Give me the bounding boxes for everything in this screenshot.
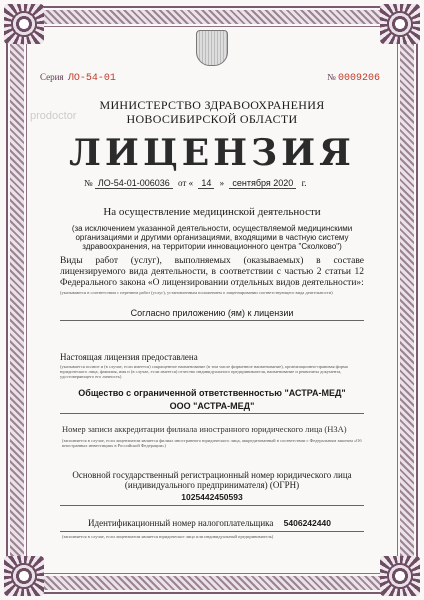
ogrn-label [0, 470, 424, 490]
works-description: Виды работ (услуг), выполняемых (оказываемых) в составе лицензируемого вида деятельности, в соответствии с частью 2 статьи 12 Федерального закона «О лицензировании отдельных видов деятельности»: [60, 256, 364, 288]
ogrn-label-line-1: Основной государственный регистрационный номер юридического лица [72, 470, 352, 480]
date-from: от « [178, 178, 194, 188]
activity-heading: На осуществление медицинской деятельности [103, 206, 321, 218]
inn-label: Идентификационный номер налогоплательщика [88, 518, 274, 528]
number-sign: № [84, 178, 93, 188]
organization-full-name: Общество с ограниченной ответственностью "АСТРА-МЕД" [78, 388, 346, 398]
divider-inn [60, 531, 364, 532]
series-label-text: Серия [40, 72, 64, 82]
form-number [327, 72, 380, 84]
fine-print-licensee: (указывается полное и (в случае, если имеется) сокращенное наименование (в том числе фирменное наименование), организационно-правовая форма юридического лица, фамилия, имя и (в случае, если имеется) отчество индивидуального предпринимателя, наименование и реквизиты документа, удостоверяющего его личность) [60, 364, 348, 379]
series-label [40, 72, 116, 84]
ogrn-value: 1025442450593 [181, 492, 243, 502]
granted-label: Настоящая лицензия предоставлена [60, 352, 198, 362]
ministry-line-2: НОВОСИБИРСКОЙ ОБЛАСТИ [126, 112, 298, 126]
corner-ornament-bottom-right [380, 556, 420, 596]
divider-organization [60, 413, 364, 414]
watermark: prodoctor [30, 110, 77, 122]
inn-line [88, 518, 331, 528]
organization-short-name: ООО "АСТРА-МЕД" [169, 401, 255, 411]
appendix-reference: Согласно приложению (ям) к лицензии [130, 308, 294, 318]
license-number: ЛО-54-01-006036 [95, 178, 173, 189]
divider-appendix [60, 320, 364, 321]
inn-value: 5406242440 [283, 518, 331, 528]
nza-label: Номер записи аккредитации филиала иностранного юридического лица (НЗА) [62, 424, 347, 434]
corner-ornament-top-right [380, 4, 420, 44]
corner-ornament-bottom-left [4, 556, 44, 596]
coat-of-arms-emblem [196, 30, 228, 66]
ministry-line-1: МИНИСТЕРСТВО ЗДРАВООХРАНЕНИЯ [99, 98, 325, 112]
license-number-line [84, 178, 310, 188]
corner-ornament-top-left [4, 4, 44, 44]
divider-ogrn [60, 505, 364, 506]
form-number-code: 0009206 [337, 73, 380, 84]
form-number-sign: № [327, 72, 336, 82]
document-title: ЛИЦЕНЗИЯ [69, 132, 355, 174]
activity-scope: (за исключением указанной деятельности, осуществляемой медицинскими организациями и другими организациями, входящими в частную систему здравоохранения, на территории инновационного центра "Сколково") [71, 224, 353, 251]
fine-print-nza: (заполняется в случае, если лицензиатом является филиал иностранного юридического лица, аккредитованный в соответствии с Федеральным законом «Об иностранных инвестициях в Российской Федерации») [62, 438, 362, 448]
date-month-year: сентября 2020 [229, 178, 296, 189]
ogrn-label-line-2: (индивидуального предпринимателя) (ОГРН) [124, 480, 300, 490]
fine-print-works: (указываются в соответствии с перечнем работ (услуг), установленным положением о лицензировании соответствующего вида деятельности) [60, 290, 333, 295]
year-suffix: г. [301, 178, 307, 188]
series-code: ЛО-54-01 [67, 73, 116, 84]
date-day: 14 [198, 178, 214, 189]
fine-print-inn: (заполняется в случае, если лицензиатом является юридическое лицо или индивидуальный предприниматель) [62, 534, 274, 539]
date-close-quote: » [219, 178, 225, 188]
